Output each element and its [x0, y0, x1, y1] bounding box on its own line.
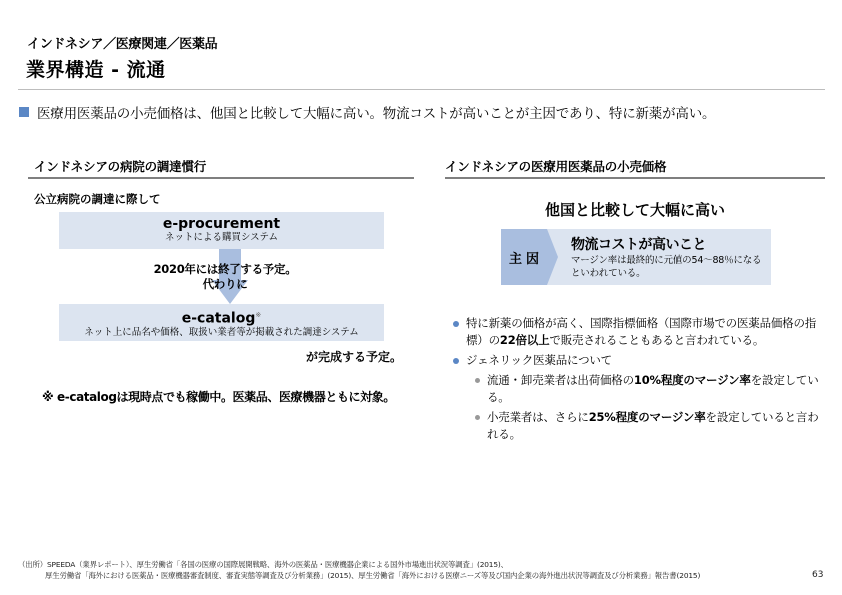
bullet-text: 流通・卸売業者は出荷価格の: [487, 373, 634, 387]
source-text: SPEEDA（業界レポート）、厚生労働省「各国の医療の国際展開戦略、海外の医薬品・医療機器企業による国外市場進出状況等調査」(2015)、: [46, 560, 508, 569]
lead-text: 医療用医薬品の小売価格は、他国と比較して大幅に高い。物流コストが高いことが主因であり、特に新薬が高い。: [37, 106, 716, 122]
breadcrumb: インドネシア／医療関連／医薬品: [27, 37, 218, 52]
page-number: 63: [812, 570, 824, 580]
e-procurement-box: [59, 212, 384, 249]
e-catalog-title-text: e-catalog: [181, 310, 256, 327]
transition-line-1: 2020年には終了する予定。: [153, 262, 297, 276]
square-bullet-icon: [19, 107, 29, 117]
e-catalog-subtitle: ネット上に品名や価格、取扱い業者等が掲載された調達システム: [84, 326, 359, 338]
left-section-divider: [28, 177, 414, 179]
bullet-text: 特に新薬の価格が高く、国際指標価格（国際市場での医薬品価格の指標）の: [466, 316, 817, 347]
e-catalog-footnote: ※ e-catalogは現時点でも稼働中。医薬品、医療機器ともに対象。: [42, 390, 395, 404]
cause-title: 物流コストが高いこと: [571, 237, 706, 253]
completion-text: が完成する予定。: [306, 350, 403, 364]
e-catalog-box: [59, 304, 384, 341]
sub-bullet-dot-icon: [475, 378, 480, 383]
bullet-text: で販売されることもあると言われている。: [549, 333, 765, 347]
right-section-divider: [445, 177, 825, 179]
bullet-emphasis: 22倍以上: [499, 333, 550, 347]
bullet-emphasis: 10%程度のマージン率: [633, 373, 751, 387]
left-subheading: 公立病院の調達に際して: [34, 192, 161, 206]
sub-bullet-item: [453, 409, 828, 443]
transition-text: [100, 262, 350, 292]
source-citation: [18, 559, 700, 581]
source-line-1: [18, 559, 700, 570]
cause-description: マージン率は最終的に元値の54～88％になるといわれている。: [571, 255, 762, 279]
title-divider: [18, 89, 825, 90]
bullet-item: [453, 352, 828, 369]
bullet-dot-icon: [453, 358, 459, 364]
lead-statement: [18, 102, 715, 122]
sub-bullet-dot-icon: [475, 415, 480, 420]
main-cause-box: [501, 229, 771, 285]
right-section-heading: インドネシアの医療用医薬品の小売価格: [445, 159, 667, 174]
left-section-heading: インドネシアの病院の調達慣行: [34, 159, 207, 174]
price-headline: 他国と比較して大幅に高い: [544, 201, 725, 219]
e-procurement-title: e-procurement: [162, 216, 281, 232]
page-title: 業界構造 - 流通: [26, 59, 166, 81]
bullet-dot-icon: [453, 321, 459, 327]
e-catalog-title: [59, 307, 384, 327]
bullet-text: を設定していると言われる。: [487, 410, 819, 441]
transition-line-2: 代わりに: [202, 277, 248, 291]
source-line-2: 厚生労働省「海外における医薬品・医療機器審査制度、審査実態等調査及び分析業務」(2015)、厚生労働省「海外における医療ニーズ等及び国内企業の海外進出状況等調査及び分析業務」報告書(2015): [45, 571, 701, 580]
bullet-list: [453, 315, 828, 446]
note-mark: ※: [255, 311, 262, 319]
bullet-text: ジェネリック医薬品について: [466, 353, 612, 367]
sub-bullet-item: [453, 372, 828, 406]
bullet-item: [453, 315, 828, 349]
bullet-text: を設定している。: [487, 373, 819, 404]
bullet-text: 小売業者は、さらに: [487, 410, 589, 424]
bullet-emphasis: 25%程度のマージン率: [588, 410, 706, 424]
e-procurement-subtitle: ネットによる購買システム: [164, 232, 279, 243]
cause-tag-label: 主因: [509, 252, 544, 267]
source-label: （出所）: [18, 560, 47, 569]
